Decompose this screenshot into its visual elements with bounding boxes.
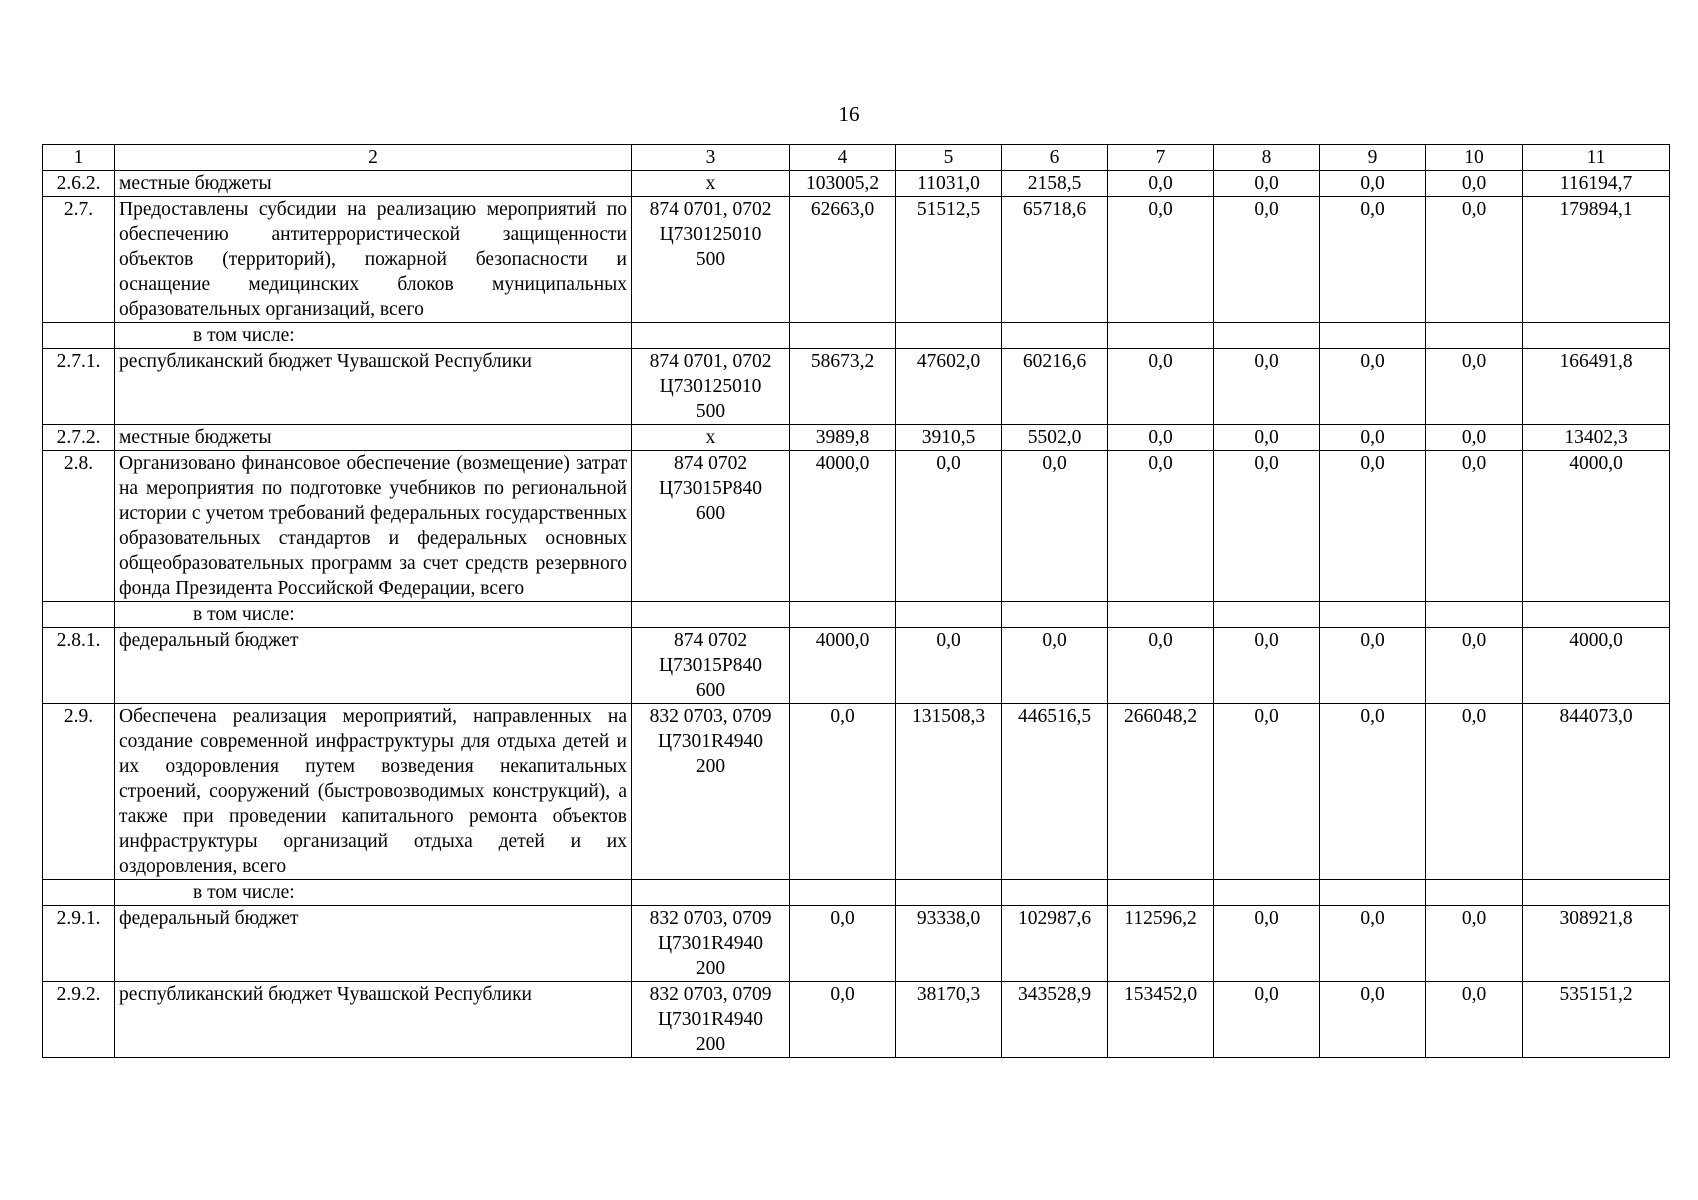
column-header: 2 <box>115 145 632 171</box>
value-cell: 0,0 <box>896 628 1002 704</box>
budget-code-line: x <box>705 427 716 448</box>
value-cell: 0,0 <box>1214 906 1320 982</box>
value-cell: 308921,8 <box>1523 906 1670 982</box>
value-cell: 51512,5 <box>896 197 1002 323</box>
value-cell: 0,0 <box>1108 349 1214 425</box>
value-cell: 0,0 <box>1214 628 1320 704</box>
table-row <box>43 982 1670 1058</box>
empty-cell <box>896 602 1002 628</box>
row-number-cell <box>43 880 115 906</box>
budget-code-line: 600 <box>695 503 726 524</box>
budget-code-cell <box>632 451 790 602</box>
subheader-label: в том числе: <box>115 602 632 628</box>
value-cell: 2158,5 <box>1002 171 1108 197</box>
table-row <box>43 197 1670 323</box>
budget-code-line: x <box>705 173 716 194</box>
empty-cell <box>1108 323 1214 349</box>
value-cell: 4000,0 <box>1523 628 1670 704</box>
empty-cell <box>1426 880 1523 906</box>
value-cell: 166491,8 <box>1523 349 1670 425</box>
value-cell: 0,0 <box>1108 628 1214 704</box>
subheader-row <box>43 602 1670 628</box>
value-cell: 0,0 <box>1320 451 1426 602</box>
budget-code-line: 832 0703, 0709 <box>649 984 772 1005</box>
column-header: 11 <box>1523 145 1670 171</box>
value-cell: 5502,0 <box>1002 425 1108 451</box>
budget-code-line: 200 <box>695 756 726 777</box>
row-number-cell: 2.9.1. <box>43 906 115 982</box>
empty-cell <box>1320 602 1426 628</box>
value-cell: 0,0 <box>1320 704 1426 880</box>
page-number: 16 <box>838 102 860 126</box>
column-header: 6 <box>1002 145 1108 171</box>
value-cell: 0,0 <box>1214 451 1320 602</box>
row-name-cell: местные бюджеты <box>115 425 632 451</box>
empty-cell <box>1214 880 1320 906</box>
value-cell: 3989,8 <box>790 425 896 451</box>
column-header: 3 <box>632 145 790 171</box>
column-header: 4 <box>790 145 896 171</box>
empty-cell <box>632 602 790 628</box>
empty-cell <box>1214 602 1320 628</box>
value-cell: 0,0 <box>1426 349 1523 425</box>
subheader-row <box>43 323 1670 349</box>
value-cell: 0,0 <box>790 906 896 982</box>
empty-cell <box>1002 880 1108 906</box>
column-header: 7 <box>1108 145 1214 171</box>
value-cell: 0,0 <box>1214 704 1320 880</box>
budget-code-cell <box>632 197 790 323</box>
table-row <box>43 349 1670 425</box>
table-row <box>43 171 1670 197</box>
budget-code-line: 832 0703, 0709 <box>649 908 772 929</box>
value-cell: 0,0 <box>1214 171 1320 197</box>
empty-cell <box>896 880 1002 906</box>
budget-code-cell <box>632 628 790 704</box>
value-cell: 11031,0 <box>896 171 1002 197</box>
value-cell: 0,0 <box>1320 628 1426 704</box>
value-cell: 0,0 <box>1426 451 1523 602</box>
empty-cell <box>1523 880 1670 906</box>
row-number-cell: 2.9.2. <box>43 982 115 1058</box>
empty-cell <box>1320 880 1426 906</box>
value-cell: 65718,6 <box>1002 197 1108 323</box>
value-cell: 0,0 <box>1426 704 1523 880</box>
empty-cell <box>1108 880 1214 906</box>
value-cell: 179894,1 <box>1523 197 1670 323</box>
budget-code-cell <box>632 704 790 880</box>
value-cell: 4000,0 <box>1523 451 1670 602</box>
row-name-cell: Предоставлены субсидии на реализацию мероприятий по обеспечению антитеррористической защищенности объектов (территорий), пожарной безопасности и оснащение медицинских блоков муниципальных образовательных организаций, всего <box>115 197 632 323</box>
value-cell: 266048,2 <box>1108 704 1214 880</box>
budget-code-line: Ц730125010 <box>659 224 762 245</box>
budget-code-line: 874 0701, 0702 <box>649 351 772 372</box>
value-cell: 0,0 <box>1214 982 1320 1058</box>
row-name-cell: местные бюджеты <box>115 171 632 197</box>
budget-code-line: Ц7301R4940 <box>657 1009 764 1030</box>
value-cell: 58673,2 <box>790 349 896 425</box>
row-name-cell: республиканский бюджет Чувашской Республики <box>115 349 632 425</box>
budget-code-line: 200 <box>695 1034 726 1055</box>
empty-cell <box>790 880 896 906</box>
budget-code-line: Ц730125010 <box>659 376 762 397</box>
budget-code-line: 832 0703, 0709 <box>649 706 772 727</box>
value-cell: 343528,9 <box>1002 982 1108 1058</box>
value-cell: 535151,2 <box>1523 982 1670 1058</box>
column-header: 5 <box>896 145 1002 171</box>
row-number-cell: 2.8. <box>43 451 115 602</box>
empty-cell <box>632 880 790 906</box>
value-cell: 153452,0 <box>1108 982 1214 1058</box>
row-name-cell: Обеспечена реализация мероприятий, направленных на создание современной инфраструктуры для отдыха детей и их оздоровления путем возведения некапитальных строений, сооружений (быстровозводимых конструкций), а также при проведении капитального ремонта объектов инфраструктуры организаций отдыха детей и их оздоровления, всего <box>115 704 632 880</box>
row-name-cell: федеральный бюджет <box>115 906 632 982</box>
value-cell: 3910,5 <box>896 425 1002 451</box>
value-cell: 4000,0 <box>790 451 896 602</box>
column-header: 8 <box>1214 145 1320 171</box>
column-header: 1 <box>43 145 115 171</box>
value-cell: 0,0 <box>1320 425 1426 451</box>
budget-code-line: 874 0702 <box>673 630 748 651</box>
value-cell: 0,0 <box>1108 425 1214 451</box>
budget-code-cell <box>632 982 790 1058</box>
empty-cell <box>1108 602 1214 628</box>
budget-code-line: Ц73015Р840 <box>659 655 762 676</box>
value-cell: 0,0 <box>1320 906 1426 982</box>
value-cell: 0,0 <box>1002 628 1108 704</box>
value-cell: 0,0 <box>1320 982 1426 1058</box>
column-header: 9 <box>1320 145 1426 171</box>
value-cell: 0,0 <box>1426 171 1523 197</box>
subheader-label: в том числе: <box>115 880 632 906</box>
budget-code-line: 874 0702 <box>673 453 748 474</box>
empty-cell <box>790 323 896 349</box>
empty-cell <box>896 323 1002 349</box>
value-cell: 0,0 <box>1214 425 1320 451</box>
empty-cell <box>1426 323 1523 349</box>
empty-cell <box>1523 323 1670 349</box>
empty-cell <box>1214 323 1320 349</box>
row-number-cell: 2.7.1. <box>43 349 115 425</box>
row-number-cell: 2.6.2. <box>43 171 115 197</box>
empty-cell <box>1320 323 1426 349</box>
budget-code-cell <box>632 425 790 451</box>
value-cell: 0,0 <box>896 451 1002 602</box>
empty-cell <box>1002 602 1108 628</box>
budget-code-cell <box>632 906 790 982</box>
row-name-cell: федеральный бюджет <box>115 628 632 704</box>
empty-cell <box>632 323 790 349</box>
table-row <box>43 628 1670 704</box>
value-cell: 47602,0 <box>896 349 1002 425</box>
row-number-cell <box>43 602 115 628</box>
value-cell: 0,0 <box>1320 171 1426 197</box>
value-cell: 0,0 <box>1426 906 1523 982</box>
value-cell: 0,0 <box>1426 425 1523 451</box>
value-cell: 0,0 <box>1002 451 1108 602</box>
table-row <box>43 906 1670 982</box>
table-row <box>43 425 1670 451</box>
budget-code-cell <box>632 349 790 425</box>
budget-code-line: 200 <box>695 958 726 979</box>
table-header-row <box>43 145 1670 171</box>
value-cell: 103005,2 <box>790 171 896 197</box>
value-cell: 60216,6 <box>1002 349 1108 425</box>
budget-code-line: Ц7301R4940 <box>657 731 764 752</box>
empty-cell <box>790 602 896 628</box>
value-cell: 844073,0 <box>1523 704 1670 880</box>
value-cell: 0,0 <box>1426 982 1523 1058</box>
value-cell: 0,0 <box>1426 628 1523 704</box>
subheader-row <box>43 880 1670 906</box>
column-header: 10 <box>1426 145 1523 171</box>
empty-cell <box>1523 602 1670 628</box>
row-number-cell <box>43 323 115 349</box>
value-cell: 0,0 <box>1108 197 1214 323</box>
row-number-cell: 2.8.1. <box>43 628 115 704</box>
row-name-cell: Организовано финансовое обеспечение (возмещение) затрат на мероприятия по подготовке учебников по региональной истории с учетом требований федеральных государственных образовательных стандартов и федеральных основных общеобразовательных программ за счет средств резервного фонда Президента Российской Федерации, всего <box>115 451 632 602</box>
value-cell: 38170,3 <box>896 982 1002 1058</box>
value-cell: 0,0 <box>1108 451 1214 602</box>
value-cell: 0,0 <box>1108 171 1214 197</box>
row-number-cell: 2.9. <box>43 704 115 880</box>
value-cell: 0,0 <box>790 982 896 1058</box>
value-cell: 4000,0 <box>790 628 896 704</box>
budget-code-line: Ц73015Р840 <box>659 478 762 499</box>
budget-code-line: 500 <box>695 249 726 270</box>
empty-cell <box>1426 602 1523 628</box>
value-cell: 93338,0 <box>896 906 1002 982</box>
row-name-cell: республиканский бюджет Чувашской Республики <box>115 982 632 1058</box>
row-number-cell: 2.7.2. <box>43 425 115 451</box>
subheader-label: в том числе: <box>115 323 632 349</box>
value-cell: 0,0 <box>1320 197 1426 323</box>
table-row <box>43 704 1670 880</box>
value-cell: 102987,6 <box>1002 906 1108 982</box>
empty-cell <box>1002 323 1108 349</box>
budget-code-line: 500 <box>695 401 726 422</box>
value-cell: 62663,0 <box>790 197 896 323</box>
value-cell: 0,0 <box>1214 197 1320 323</box>
value-cell: 0,0 <box>790 704 896 880</box>
budget-code-line: Ц7301R4940 <box>657 933 764 954</box>
value-cell: 112596,2 <box>1108 906 1214 982</box>
value-cell: 13402,3 <box>1523 425 1670 451</box>
row-number-cell: 2.7. <box>43 197 115 323</box>
value-cell: 0,0 <box>1214 349 1320 425</box>
budget-code-line: 874 0701, 0702 <box>649 199 772 220</box>
budget-code-line: 600 <box>695 680 726 701</box>
value-cell: 116194,7 <box>1523 171 1670 197</box>
table-row <box>43 451 1670 602</box>
value-cell: 131508,3 <box>896 704 1002 880</box>
value-cell: 0,0 <box>1426 197 1523 323</box>
value-cell: 446516,5 <box>1002 704 1108 880</box>
budget-code-cell <box>632 171 790 197</box>
budget-table <box>42 144 1670 1058</box>
value-cell: 0,0 <box>1320 349 1426 425</box>
